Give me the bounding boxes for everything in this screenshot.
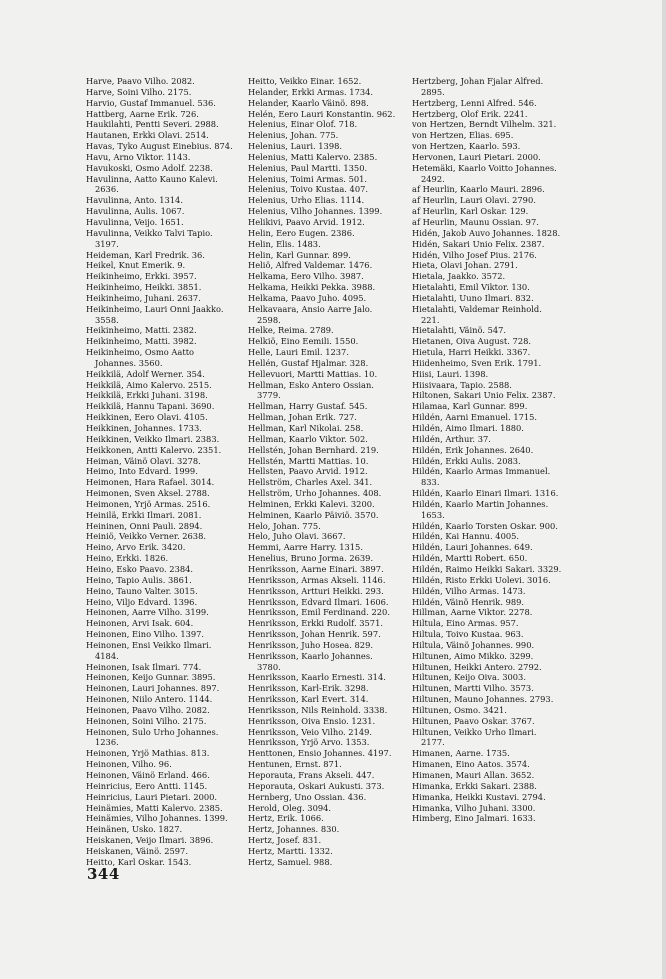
index-entry: Hervonen, Lauri Pietari. 2000.	[412, 151, 541, 162]
index-entry: Heitto, Karl Oskar. 1543.	[86, 856, 192, 867]
index-entry: Hiltula, Eino Armas. 957.	[412, 618, 519, 629]
index-column-2	[248, 76, 398, 868]
index-entry: Hellman, Esko Antero Ossian. 3779.	[248, 379, 374, 401]
index-entry: Hellström, Urho Johannes. 408.	[248, 488, 382, 499]
index-entry: Hertzberg, Lenni Alfred. 546.	[412, 97, 537, 108]
index-entry: Hildén, Lauri Johannes. 649.	[412, 542, 533, 553]
index-entry: Helenius, Einar Olof. 718.	[248, 119, 358, 130]
index-entry: Hietalahti, Valdemar Reinhold. 221.	[412, 303, 542, 325]
index-entry: Helander, Erkki Armas. 1734.	[248, 86, 374, 97]
index-entry: Hildén, Kaarlo Einari Ilmari. 1316.	[412, 488, 559, 499]
index-entry: Heino, Erkki. 1826.	[86, 553, 169, 564]
index-entry: Heikkinen, Eero Olavi. 4105.	[86, 412, 208, 423]
index-entry: Hiidenheimo, Sven Erik. 1791.	[412, 357, 542, 368]
index-entry: Helenius, Urho Elias. 1114.	[248, 195, 365, 206]
index-entry: Hemmi, Aarre Harry. 1315.	[248, 542, 363, 553]
index-entry: Himanen, Aarne. 1735.	[412, 748, 510, 759]
index-entry: Hildén, Raimo Heikki Sakari. 3329.	[412, 563, 562, 574]
index-entry: Heliö, Alfred Valdemar. 1476.	[248, 260, 373, 271]
index-entry: Henriksson, Kaarlo Ernesti. 314.	[248, 672, 386, 683]
index-entry: Helkiö, Eino Eemili. 1550.	[248, 336, 359, 347]
index-entry: af Heurlin, Maunu Ossian. 97.	[412, 216, 539, 227]
index-entry: Hertz, Samuel. 988.	[248, 856, 333, 867]
index-entry: Hildén, Arthur. 37.	[412, 433, 491, 444]
index-entry: Helenius, Lauri. 1398.	[248, 141, 343, 152]
index-entry: Henriksson, Nils Reinhold. 3338.	[248, 704, 388, 715]
index-entry: af Heurlin, Kaarlo Mauri. 2896.	[412, 184, 545, 195]
index-entry: Helkama, Paavo Juho. 4095.	[248, 292, 367, 303]
index-entry: Hietula, Harri Heikki. 3367.	[412, 347, 531, 358]
index-entry: Himanen, Mauri Allan. 3652.	[412, 770, 535, 780]
index-entry: Heino, Tauno Valter. 3015.	[86, 585, 198, 596]
index-entry: Havulinna, Veikko Talvi Tapio. 3197.	[86, 227, 213, 249]
index-entry: Heikel, Knut Emerik. 9.	[86, 260, 186, 271]
index-entry: Hidén, Sakari Unio Felix. 2387.	[412, 238, 545, 249]
index-entry: Hellén, Gustaf Hjalmar. 328.	[248, 357, 369, 368]
index-entry: Heporauta, Oskari Aukusti. 373.	[248, 780, 385, 791]
index-entry: Hellman, Harry Gustaf. 545.	[248, 401, 368, 412]
index-entry: Hertzberg, Olof Erik. 2241.	[412, 108, 528, 119]
index-entry: Heino, Tapio Aulis. 3861.	[86, 574, 192, 585]
index-entry: Helo, Johan. 775.	[248, 520, 321, 531]
index-entry: Hidén, Jakob Auvo Johannes. 1828.	[412, 227, 561, 238]
index-entry: Hertz, Martti. 1332.	[248, 845, 333, 856]
index-entry: Havas, Tyko August Einebius. 874.	[86, 141, 233, 152]
index-entry: Helin, Eero Eugen. 2386.	[248, 227, 355, 238]
index-entry: Henriksson, Johan Henrik. 597.	[248, 629, 381, 640]
index-entry: Hetemäki, Kaarlo Voitto Johannes. 2492.	[412, 162, 557, 184]
index-entry: Helander, Kaarlo Väinö. 898.	[248, 97, 369, 108]
page-number: 344	[87, 865, 120, 883]
index-column-3	[412, 76, 562, 824]
index-entry: Heinonen, Väinö Erland. 466.	[86, 770, 210, 780]
index-entry: Hernberg, Uno Ossian. 436.	[248, 791, 367, 802]
index-entry: Heideman, Karl Fredrik. 36.	[86, 249, 205, 260]
index-entry: Henttonen, Ensio Johannes. 4197.	[248, 748, 392, 759]
index-entry: Helke, Reima. 2789.	[248, 325, 334, 336]
index-entry: Henelius, Bruno Jorma. 2639.	[248, 553, 374, 564]
index-entry: Hautanen, Erkki Olavi. 2514.	[86, 130, 209, 141]
index-entry: Heimo, Into Edvard. 1999.	[86, 466, 198, 477]
index-entry: Heikinheimo, Osmo Aatto Johannes. 3560.	[86, 347, 195, 368]
index-entry: Heinonen, Keijo Gunnar. 3895.	[86, 672, 216, 683]
index-entry: Hellström, Charles Axel. 341.	[248, 477, 373, 488]
index-entry: Henriksson, Artturi Heikki. 293.	[248, 585, 384, 596]
index-entry: Hillman, Aarne Viktor. 2278.	[412, 607, 533, 618]
index-entry: Heikinheimo, Juhani. 2637.	[86, 292, 201, 303]
index-entry: Herold, Oleg. 3094.	[248, 802, 332, 813]
index-entry: Heinonen, Yrjö Mathias. 813.	[86, 748, 210, 759]
index-entry: Hellstén, Martti Mattias. 10.	[248, 455, 369, 466]
index-entry: Hildén, Aarni Emanuel. 1715.	[412, 412, 538, 423]
index-entry: Heinilä, Erkki Ilmari. 2081.	[86, 509, 202, 520]
index-entry: Hildén, Kaarlo Torsten Oskar. 900.	[412, 520, 558, 531]
index-entry: Himanka, Heikki Kustavi. 2794.	[412, 791, 546, 802]
index-entry: Helkama, Heikki Pekka. 3988.	[248, 282, 376, 293]
index-entry: Hildén, Erkki Aulis. 2083.	[412, 455, 521, 466]
index-entry: Heinonen, Arvi Isak. 604.	[86, 618, 194, 629]
index-entry: Henriksson, Yrjö Arvo. 1353.	[248, 737, 370, 748]
index-entry: Havulinna, Aulis. 1067.	[86, 206, 185, 217]
index-entry: Helin, Karl Gunnar. 899.	[248, 249, 351, 260]
index-entry: Heimonen, Sven Aksel. 2788.	[86, 488, 210, 499]
index-entry: Heinricius, Lauri Pietari. 2000.	[86, 791, 218, 802]
index-entry: Hertz, Erik. 1066.	[248, 813, 324, 824]
index-entry: Hiltunen, Martti Vilho. 3573.	[412, 683, 534, 694]
index-entry: Heikkinen, Veikko Ilmari. 2383.	[86, 433, 220, 444]
index-entry: Henriksson, Emil Ferdinand. 220.	[248, 607, 390, 618]
index-entry: Hidén, Vilho Josef Pius. 2176.	[412, 249, 537, 260]
index-entry: Helminen, Kaarlo Päiviö. 3570.	[248, 509, 379, 520]
index-entry: Hildén, Kaarlo Martin Johannes. 1653.	[412, 498, 549, 520]
index-entry: Henriksson, Erkki Rudolf. 3571.	[248, 618, 383, 629]
index-entry: Helenius, Toivo Kustaa. 407.	[248, 184, 369, 195]
index-entry: Hiltula, Toivo Kustaa. 963.	[412, 629, 524, 640]
index-entry: Henriksson, Juho Hosea. 829.	[248, 639, 374, 650]
index-entry: Hildén, Vilho Armas. 1473.	[412, 585, 526, 596]
index-entry: Helin, Elis. 1483.	[248, 238, 321, 249]
index-entry: Hiisi, Lauri. 1398.	[412, 368, 489, 379]
index-entry: Heikinheimo, Erkki. 3957.	[86, 271, 197, 282]
index-entry: Helenius, Toimi Armas. 501.	[248, 173, 368, 184]
index-entry: Hietalahti, Väinö. 547.	[412, 325, 507, 336]
index-entry: Heinonen, Paavo Vilho. 2082.	[86, 704, 210, 715]
index-entry: Henriksson, Oiva Ensio. 1231.	[248, 715, 376, 726]
index-entry: Heinänen, Usko. 1827.	[86, 824, 183, 835]
index-entry: Heinämies, Vilho Johannes. 1399.	[86, 813, 228, 824]
index-entry: Helikivi, Paavo Arvid. 1912.	[248, 216, 365, 227]
index-entry: Heikinheimo, Lauri Onni Jaakko. 3558.	[86, 303, 224, 325]
page-edge	[662, 0, 666, 979]
index-entry: Hiltunen, Paavo Oskar. 3767.	[412, 715, 535, 726]
index-entry: Hattberg, Aarne Erik. 726.	[86, 108, 199, 119]
index-entry: Himanen, Eino Aatos. 3574.	[412, 759, 530, 770]
index-entry: Heimonen, Yrjö Armas. 2516.	[86, 498, 211, 509]
index-entry: Havulinna, Anto. 1314.	[86, 195, 183, 206]
index-entry: Helminen, Erkki Kalevi. 3200.	[248, 498, 375, 509]
index-entry: Heinonen, Lauri Johannes. 897.	[86, 683, 220, 694]
index-entry: Heikinheimo, Heikki. 3851.	[86, 282, 202, 293]
index-entry: Hiisivaara, Tapio. 2588.	[412, 379, 512, 390]
index-entry: von Hertzen, Berndt Vilhelm. 321.	[412, 119, 557, 130]
index-entry: Hildén, Kai Hannu. 4005.	[412, 531, 520, 542]
index-entry: Heino, Viljo Edvard. 1396.	[86, 596, 198, 607]
index-entry: Heinonen, Sulo Urho Johannes. 1236.	[86, 726, 219, 748]
index-entry: Hertzberg, Johan Fjalar Alfred. 2895.	[412, 76, 544, 97]
index-entry: Heinonen, Aarre Vilho. 3199.	[86, 607, 209, 618]
index-entry: Helo, Juho Olavi. 3667.	[248, 531, 346, 542]
index-entry: Hellman, Kaarlo Viktor. 502.	[248, 433, 368, 444]
index-entry: Heinonen, Niilo Antero. 1144.	[86, 694, 213, 705]
index-entry: af Heurlin, Karl Oskar. 129.	[412, 206, 529, 217]
index-entry: Henriksson, Edvard Ilmari. 1606.	[248, 596, 389, 607]
index-entry: Heikkilä, Hannu Tapani. 3690.	[86, 401, 215, 412]
index-entry: Heporauta, Frans Akseli. 447.	[248, 770, 375, 780]
index-entry: Hellsten, Paavo Arvid. 1912.	[248, 466, 368, 477]
index-entry: Hietalahti, Uuno Ilmari. 832.	[412, 292, 534, 303]
index-entry: Hiltunen, Veikko Urho Ilmari. 2177.	[412, 726, 537, 748]
index-entry: Heikkilä, Erkki Juhani. 3198.	[86, 390, 208, 401]
index-entry: Hiltula, Väinö Johannes. 990.	[412, 639, 535, 650]
index-entry: Havukoski, Osmo Adolf. 2238.	[86, 162, 213, 173]
index-entry: Havulinna, Veijo. 1651.	[86, 216, 184, 227]
index-entry: Himanka, Vilho Juhani. 3300.	[412, 802, 536, 813]
index-entry: Heikkilä, Aimo Kalervo. 2515.	[86, 379, 212, 390]
index-entry: Heinonen, Soini Vilho. 2175.	[86, 715, 207, 726]
index-entry: Hellevuori, Martti Mattias. 10.	[248, 368, 378, 379]
index-entry: Hiltunen, Osmo. 3421.	[412, 704, 507, 715]
index-entry: Heininen, Onni Pauli. 2894.	[86, 520, 203, 531]
index-entry: Hietanen, Oiva August. 728.	[412, 336, 532, 347]
index-entry: Helenius, Paul Martti. 1350.	[248, 162, 368, 173]
index-entry: Hellman, Karl Nikolai. 258.	[248, 423, 364, 433]
index-entry: Heiniö, Veikko Verner. 2638.	[86, 531, 206, 542]
index-entry: Heinonen, Vilho. 96.	[86, 759, 172, 770]
index-entry: Hietala, Jaakko. 3572.	[412, 271, 506, 282]
index-entry: Helenius, Vilho Johannes. 1399.	[248, 206, 383, 217]
index-entry: Himberg, Eino Jalmari. 1633.	[412, 813, 536, 824]
index-entry: Helén, Eero Lauri Konstantin. 962.	[248, 108, 396, 119]
index-entry: Hiltunen, Aimo Mikko. 3299.	[412, 650, 534, 661]
index-entry: von Hertzen, Kaarlo. 593.	[412, 141, 521, 152]
index-entry: Hildén, Aimo Ilmari. 1880.	[412, 423, 524, 433]
index-entry: von Hertzen, Elias. 695.	[412, 130, 514, 141]
index-entry: Heinonen, Isak Ilmari. 774.	[86, 661, 202, 672]
index-entry: Havulinna, Aatto Kauno Kalevi. 2636.	[86, 173, 218, 195]
index-entry: Hiltunen, Heikki Antero. 2792.	[412, 661, 542, 672]
index-entry: Helkama, Eero Vilho. 3987.	[248, 271, 364, 282]
index-entry: Hietalahti, Emil Viktor. 130.	[412, 282, 530, 293]
index-entry: Hilamaa, Karl Gunnar. 899.	[412, 401, 528, 412]
index-entry: Heiman, Väinö Olavi. 3278.	[86, 455, 201, 466]
index-entry: Henriksson, Karl-Erik. 3298.	[248, 683, 369, 694]
index-entry: Heitto, Veikko Einar. 1652.	[248, 76, 362, 86]
index-entry: Hellstén, Johan Bernhard. 219.	[248, 444, 379, 455]
index-entry: Hildén, Risto Erkki Uolevi. 3016.	[412, 574, 551, 585]
index-entry: Harvio, Gustaf Immanuel. 536.	[86, 97, 216, 108]
index-entry: Hildén, Martti Robert. 650.	[412, 553, 528, 564]
index-entry: Hieta, Olavi Johan. 2791.	[412, 260, 518, 271]
index-entry: Heiskanen, Veijo Ilmari. 3896.	[86, 835, 214, 846]
index-entry: Helenius, Matti Kalervo. 2385.	[248, 151, 378, 162]
index-entry: Heikinheimo, Matti. 2382.	[86, 325, 197, 336]
index-entry: Heino, Arvo Erik. 3420.	[86, 542, 186, 553]
index-entry: Heimonen, Hara Rafael. 3014.	[86, 477, 215, 488]
index-entry: Hentunen, Ernst. 871.	[248, 759, 342, 770]
index-entry: Havu, Arno Viktor. 1143.	[86, 151, 191, 162]
index-entry: Harve, Paavo Vilho. 2082.	[86, 76, 195, 86]
index-entry: Heikkonen, Antti Kalervo. 2351.	[86, 444, 222, 455]
index-entry: Heikkinen, Johannes. 1733.	[86, 423, 202, 433]
index-entry: Heinricius, Eero Antti. 1145.	[86, 780, 208, 791]
index-column-1	[86, 76, 236, 868]
index-entry: Hiltonen, Sakari Unio Felix. 2387.	[412, 390, 556, 401]
index-entry: Heinonen, Eino Vilho. 1397.	[86, 629, 205, 640]
index-entry: Haukilahti, Pentti Severi. 2988.	[86, 119, 219, 130]
index-entry: Hildén, Erik Johannes. 2640.	[412, 444, 534, 455]
index-entry: Hiltunen, Mauno Johannes. 2793.	[412, 694, 554, 705]
index-entry: Heiskanen, Väinö. 2597.	[86, 845, 188, 856]
index-entry: Hildén, Kaarlo Armas Immanuel. 833.	[412, 466, 551, 488]
index-entry: af Heurlin, Lauri Olavi. 2790.	[412, 195, 536, 206]
index-entry: Henriksson, Aarne Einari. 3897.	[248, 563, 384, 574]
index-entry: Helenius, Johan. 775.	[248, 130, 339, 141]
index-entry: Hertz, Josef. 831.	[248, 835, 322, 846]
index-entry: Heino, Esko Paavo. 2384.	[86, 563, 194, 574]
index-entry: Harve, Soini Vilho. 2175.	[86, 86, 192, 97]
index-entry: Henriksson, Kaarlo Johannes. 3780.	[248, 650, 373, 672]
index-entry: Himanka, Erkki Sakari. 2388.	[412, 780, 537, 791]
index-entry: Hertz, Johannes. 830.	[248, 824, 340, 835]
index-entry: Hildén, Väinö Henrik. 989.	[412, 596, 525, 607]
index-entry: Helkavaara, Ansio Aarre Jalo. 2598.	[248, 303, 373, 325]
index-entry: Helle, Lauri Emil. 1237.	[248, 347, 349, 358]
index-entry: Heinämies, Matti Kalervo. 2385.	[86, 802, 223, 813]
index-entry: Heinonen, Ensi Veikko Ilmari. 4184.	[86, 639, 212, 661]
index-entry: Hellman, Johan Erik. 727.	[248, 412, 357, 423]
index-entry: Heikkilä, Adolf Werner. 354.	[86, 368, 205, 379]
index-entry: Henriksson, Veio Vilho. 2149.	[248, 726, 373, 737]
index-entry: Henriksson, Karl Evert. 314.	[248, 694, 369, 705]
index-entry: Henriksson, Armas Akseli. 1146.	[248, 574, 386, 585]
index-entry: Heikinheimo, Matti. 3982.	[86, 336, 197, 347]
index-entry: Hiltunen, Keijo Oiva. 3003.	[412, 672, 526, 683]
